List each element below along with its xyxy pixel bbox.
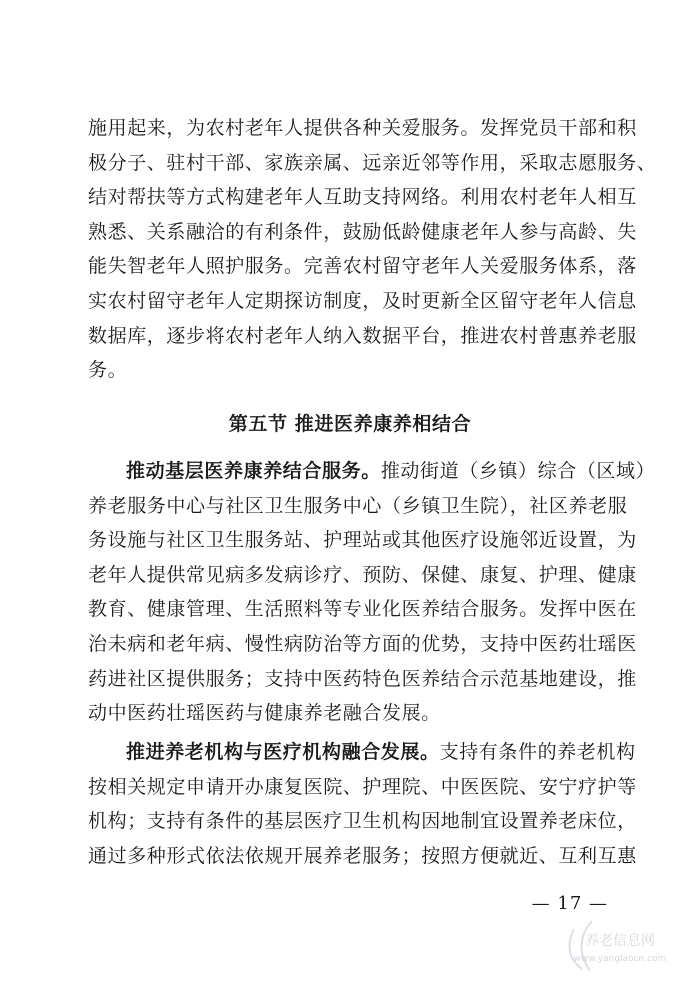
paragraph-lead-rest: 支持有条件的养老机构: [439, 741, 636, 763]
section-heading: 第五节 推进医养康养相结合: [228, 413, 472, 435]
text-line: 能失智老年人照护服务。完善农村留守老年人关爱服务体系，落: [88, 255, 637, 278]
text-line: 药进社区提供服务；支持中医药特色医养结合示范基地建设，推: [88, 667, 637, 690]
text-line: 结对帮扶等方式构建老年人互助支持网络。利用农村老年人相互: [88, 186, 637, 209]
watermark-url: www.yanglaocn.com: [573, 954, 667, 964]
paragraph-institution-integration: [88, 735, 637, 873]
text-line: 数据库，逐步将农村老年人纳入数据平台，推进农村普惠养老服: [88, 324, 637, 347]
text-line: 老年人提供常见病多发病诊疗、预防、保健、康复、护理、健康: [88, 563, 637, 586]
text-line-first: [88, 735, 636, 770]
text-line: 极分子、驻村干部、家族亲属、远亲近邻等作用，采取志愿服务、: [88, 151, 657, 174]
text-line: 机构；支持有条件的基层医疗卫生机构因地制宜设置养老床位，: [88, 810, 637, 833]
paragraph-rural-elderly-care: [88, 111, 657, 388]
text-line: 按相关规定申请开办康复医院、护理院、中医医院、安宁疗护等: [88, 775, 637, 798]
watermark-text: 养老信息网: [585, 933, 655, 949]
text-line: 施用起来，为农村老年人提供各种关爱服务。发挥党员干部和积: [88, 117, 637, 139]
text-line: 治未病和老年病、慢性病防治等方面的优势，支持中医药壮瑶医: [88, 632, 637, 655]
text-line: 务。: [88, 359, 128, 382]
text-line: 务设施与社区卫生服务站、护理站或其他医疗设施邻近设置，为: [88, 529, 637, 552]
paragraph-lead-bold: 推进养老机构与医疗机构融合发展。: [126, 741, 440, 763]
paragraph-lead-bold: 推动基层医养康养结合服务。: [126, 460, 381, 482]
text-line: 通过多种形式依法依规开展养老服务；按照方便就近、互利互惠: [88, 844, 637, 867]
text-line: 实农村留守老年人定期探访制度，及时更新全区留守老年人信息: [88, 289, 637, 312]
paragraph-lead-rest: 推动街道（乡镇）综合（区域）: [380, 460, 656, 482]
text-line: 养老服务中心与社区卫生服务中心（乡镇卫生院），社区养老服: [88, 494, 628, 517]
text-line: 动中医药壮瑶医药与健康养老融合发展。: [88, 702, 441, 725]
text-line-first: [88, 454, 656, 489]
text-line: 教育、健康管理、生活照料等专业化医养结合服务。发挥中医在: [88, 598, 637, 621]
watermark-logo: [542, 899, 692, 984]
page-number: — 17 —: [531, 893, 608, 914]
paragraph-grassroots-medical-care: [88, 454, 656, 731]
text-line: 熟悉、关系融洽的有利条件，鼓励低龄健康老年人参与高龄、失: [88, 220, 637, 243]
